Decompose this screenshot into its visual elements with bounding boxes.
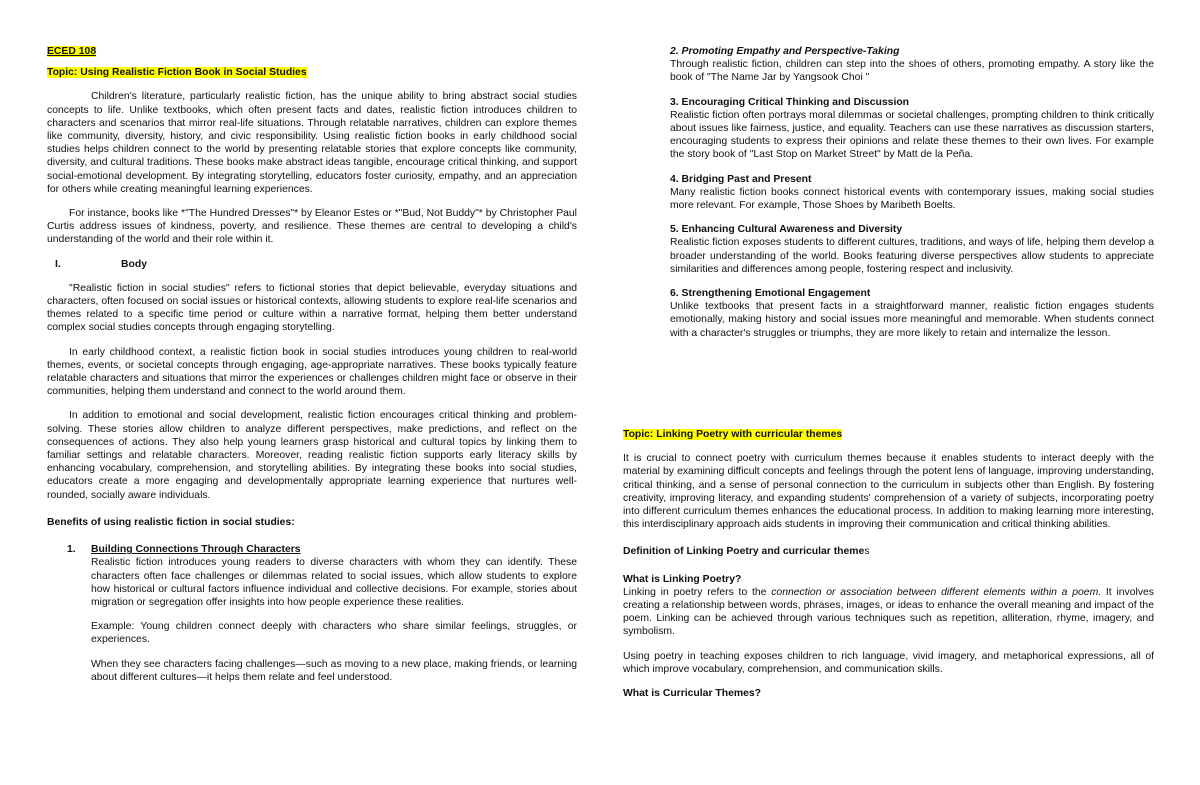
right-column-lower <box>623 428 1154 700</box>
benefit-5-text: Realistic fiction exposes students to different cultures, traditions, and ways of life, helping them develop a broader understanding of the world. Books featuring diverse perspectives allow students to appreciate similarities and differences among people, fostering respect and inclusivity. <box>670 237 1154 275</box>
section-title: Body <box>121 258 147 270</box>
paragraph-addition: In addition to emotional and social development, realistic fiction encourages critical thinking and problem-solving. These stories allow children to analyze different perspectives, make predictions, and reflect on the consequences of actions. They also help young learners grasp historical and cultural topics by linking them to familiar settings and relatable characters. Moreover, reading realistic fiction supports early literacy skills by enhancing vocabulary, comprehension, and storytelling abilities. By integrating these books into social studies, educators create a more engaging and developmentally appropriate learning experience that nurtures well-rounded, socially aware individuals. <box>47 410 577 501</box>
benefit-text: Realistic fiction introduces young readers to diverse characters with whom they can identify. These characters often face challenges or dilemmas related to social issues, which allow students to explore how historical or cultural factors influence individual and collective decisions. For example, stories about migration or segregation offer insights into how people experience these realities. <box>91 557 577 608</box>
left-column-content <box>47 45 577 684</box>
using-poetry-text: Using poetry in teaching exposes children to rich language, vivid imagery, and metaphorical expressions, all of which improve vocabulary, comprehension, and communication skills. <box>623 650 1154 675</box>
question-curricular-themes: What is Curricular Themes? <box>623 688 761 700</box>
paragraph-instance: For instance, books like *"The Hundred Dresses"* by Eleanor Estes or *"Bud, Not Buddy"* by Christopher Paul Curtis address issues of kindness, poverty, and resilience. These themes are central to developing a child's understanding of the world and their role within it. <box>47 208 577 246</box>
benefit-3-title: 3. Encouraging Critical Thinking and Discussion <box>670 96 910 108</box>
topic-2-intro: It is crucial to connect poetry with curriculum themes because it enables students to interact deeply with the material by examining difficult concepts and feelings through the potent lens of language, improving understanding, critical thinking, and a sense of personal connection to the curriculum in subjects other than English. By fostering creativity, improving literacy, and expanding students' comprehension of a variety of subjects, incorporating poetry into different curriculum themes enhances the educational process. In addition to making learning more interesting, this interdisciplinary approach aids students in improving their communication and critical thinking abilities. <box>623 453 1154 531</box>
paragraph-intro: Children's literature, particularly realistic fiction, has the unique ability to bring abstract social studies concepts to life. Unlike textbooks, which often present facts and dates, realistic fiction introduces children to characters and scenarios that mirror real-life situations. Through relatable narratives, children can explore themes like community, diversity, history, and civic responsibility. Using realistic fiction books in early childhood social studies helps children connect to the world by presenting relatable stories that explore concepts like community, diversity, and cultural traditions. These books make abstract ideas tangible, encourage critical thinking, and support social-emotional development. By integrating storytelling, educators foster curiosity, empathy, and an appreciation for others while creating meaningful learning experiences. <box>47 91 577 195</box>
benefit-3-text: Realistic fiction often portrays moral dilemmas or societal challenges, prompting children to think critically about issues like fairness, justice, and equality. Teachers can use these narratives as discussion starters, encouraging students to express their opinions and relate these themes to their own lives. For example the story book of "Last Stop on Market Street" by Matt de la Peña. <box>670 109 1154 161</box>
linking-text-b: It involves creating a relationship between words, phrases, images, or ideas to enhance the overall meaning and impact of the poem. Linking can be achieved through various techniques such as repetition, alliteration, rhyme, imagery, and symbolism. <box>623 586 1154 638</box>
topic-2-title: Topic: Linking Poetry with curricular themes <box>623 429 843 440</box>
benefit-5-title: 5. Enhancing Cultural Awareness and Diversity <box>670 224 903 236</box>
benefit-example: Example: Young children connect deeply with characters who share similar feelings, struggles, or experiences. <box>91 621 577 646</box>
definition-heading-bold: Definition of Linking Poetry and curricular theme <box>623 546 865 558</box>
benefit-4-title: 4. Bridging Past and Present <box>670 173 812 185</box>
linking-text-a: Linking in poetry refers to the <box>623 586 772 598</box>
paragraph-definition: "Realistic fiction in social studies" refers to fictional stories that depict believable, everyday situations and characters, often focused on social issues or historical contexts, allowing students to explore real-life scenarios and themes related to a specific time period or culture within a narrative format, helping them better understand complex social studies concepts through engaging storytelling. <box>47 282 577 334</box>
course-code: ECED 108 <box>47 46 97 57</box>
benefits-heading: Benefits of using realistic fiction in social studies: <box>47 516 295 528</box>
section-number: I. <box>55 258 61 270</box>
right-page <box>600 0 1200 785</box>
benefit-6-title: 6. Strengthening Emotional Engagement <box>670 288 871 300</box>
benefit-2-title: 2. Promoting Empathy and Perspective-Taking <box>670 46 900 57</box>
definition-heading <box>623 545 1154 558</box>
benefit-title: Building Connections Through Characters <box>91 544 301 556</box>
benefit-number: 1. <box>67 544 76 556</box>
question-linking-poetry: What is Linking Poetry? <box>623 573 742 585</box>
benefit-4-text: Many realistic fiction books connect historical events with contemporary issues, making social studies more relevant. For example, Those Shoes by Maribeth Boelts. <box>670 186 1154 212</box>
definition-heading-tail: s <box>864 546 870 558</box>
benefit-6-text: Unlike textbooks that present facts in a straightforward manner, realistic fiction engages students emotionally, making history and social issues more meaningful and memorable. When students connect with a character's struggles or triumphs, they are more likely to retain and internalize the lesson. <box>670 301 1154 339</box>
section-heading-body <box>47 258 577 271</box>
benefit-item-1 <box>47 543 577 684</box>
linking-poetry-text <box>623 586 1154 639</box>
paragraph-early-childhood: In early childhood context, a realistic fiction book in social studies introduces young children to real-world themes, events, or societal concepts through engaging, age-appropriate narratives. These books typically feature relatable characters and situations that mirror the experiences or challenges children might face or observe in their communities, helping them understand and connect to the world around them. <box>47 346 577 398</box>
linking-text-em: connection or association between different elements within a poem. <box>771 586 1102 598</box>
topic-title: Topic: Using Realistic Fiction Book in Social Studies <box>47 67 307 79</box>
benefit-2-text: Through realistic fiction, children can step into the shoes of others, promoting empathy. A story like the book of "The Name Jar by Yangsook Choi " <box>670 59 1154 84</box>
benefit-when: When they see characters facing challenges—such as moving to a new place, making friends, or learning about different cultures—it helps them relate and feel understood. <box>91 658 577 683</box>
right-column-upper <box>670 45 1154 340</box>
